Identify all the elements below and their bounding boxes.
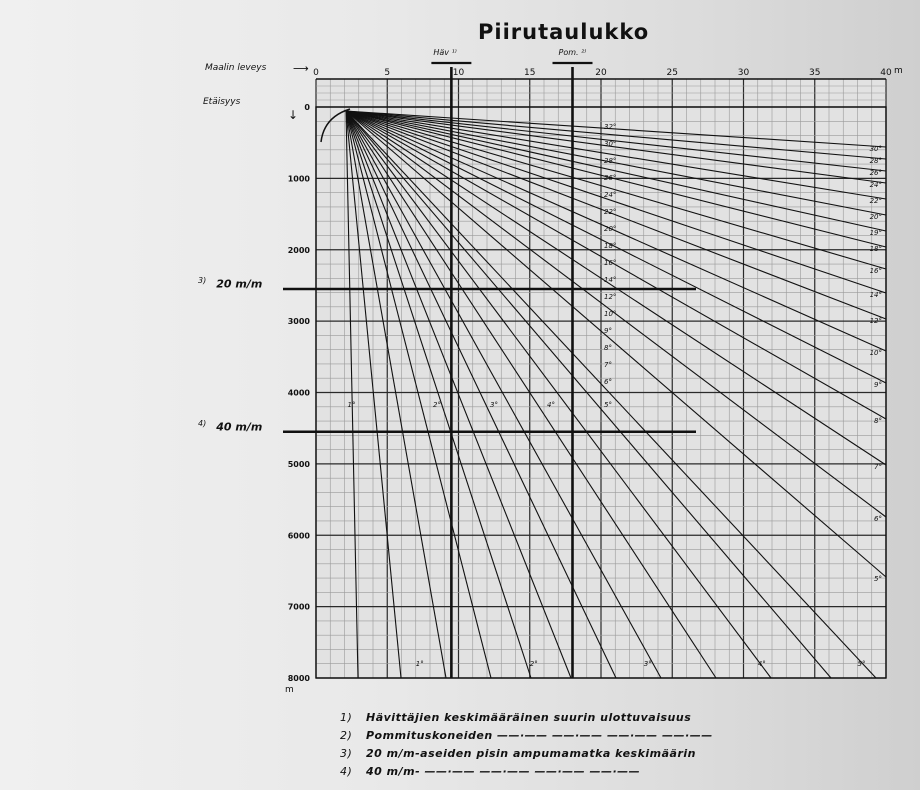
angle-label-mid: 20° (604, 225, 617, 233)
x-tick-label: 5 (384, 68, 391, 78)
x-unit-label: m (894, 66, 903, 76)
annotation-20mm-label: 20 m/m (216, 277, 263, 291)
angle-label-bottom: 5° (857, 660, 866, 668)
footnote-1-text: Hävittäjien keskimääräinen suurin ulottuvaisuus (366, 711, 692, 724)
angle-label-mid: 10° (604, 310, 617, 318)
footnote-2-num: 2) (340, 729, 353, 742)
angle-label-right: 16° (869, 267, 882, 275)
angle-label-mid: 32° (604, 123, 617, 131)
angle-label-row: 4° (547, 400, 555, 409)
footnote-1 (340, 711, 691, 724)
angle-label-right: 19° (869, 229, 882, 237)
marker-pom-label: Pom. ²⁾ (558, 48, 587, 57)
angle-label-right: 14° (869, 291, 882, 299)
angle-label-right: 9° (874, 381, 882, 389)
angle-label-row: 1° (347, 400, 356, 409)
footnote-3-num: 3) (340, 747, 353, 760)
x-tick-label: 15 (524, 68, 536, 78)
angle-label-bottom: 2° (529, 660, 538, 668)
angle-label-right: 30° (869, 145, 882, 153)
x-tick-label: 35 (809, 68, 821, 78)
angle-label-right: 20° (869, 213, 882, 221)
x-tick-label: 40 (880, 68, 892, 78)
y-tick-label: 2000 (287, 245, 310, 255)
x-axis-label: Maalin leveys (205, 63, 267, 73)
annotation-40mm-num: 4) (198, 419, 207, 428)
x-tick-label: 10 (452, 68, 465, 78)
footnote-2-text: Pommituskoneiden ——·—— ——·—— ——·—— ——·—— (366, 729, 713, 742)
x-tick-label: 20 (595, 68, 607, 78)
x-tick-label: 0 (313, 68, 319, 78)
footnote-2 (340, 729, 713, 742)
angle-label-mid: 26° (604, 174, 617, 182)
angle-label-row: 2° (433, 400, 441, 409)
x-tick-label: 25 (666, 68, 678, 78)
footnote-4 (340, 765, 640, 778)
angle-label-mid: 12° (604, 293, 617, 301)
footnote-3 (340, 747, 696, 760)
angle-label-right: 28° (869, 157, 882, 165)
angle-label-row: 5° (604, 400, 612, 409)
annotation-40mm-label: 40 m/m (216, 420, 263, 434)
y-tick-label: 1000 (287, 174, 310, 184)
angle-label-right: 6° (874, 515, 882, 523)
angle-label-right: 8° (874, 417, 882, 425)
marker-hav-label: Häv ¹⁾ (433, 48, 457, 57)
angle-label-mid: 22° (604, 208, 617, 216)
angle-label-mid: 7° (604, 361, 612, 369)
footnote-1-num: 1) (340, 711, 353, 724)
angle-label-mid: 16° (604, 259, 617, 267)
angle-label-bottom: 4° (757, 660, 766, 668)
angle-label-right: 7° (874, 463, 882, 471)
y-tick-label: 4000 (287, 388, 310, 398)
angle-label-right: 22° (869, 197, 882, 205)
footnote-3-text: 20 m/m-aseiden pisin ampumamatka keskimäärin (366, 747, 696, 760)
angle-label-mid: 8° (604, 344, 612, 352)
angle-label-right: 5° (874, 575, 882, 583)
angle-label-mid: 6° (604, 378, 612, 386)
angle-label-mid: 18° (604, 242, 617, 250)
y-tick-label: 3000 (287, 317, 310, 327)
arrow-down-icon: ↓ (288, 108, 299, 122)
angle-label-right: 12° (869, 317, 882, 325)
angle-label-mid: 9° (604, 327, 612, 335)
angle-label-bottom: 1° (415, 660, 424, 668)
angle-label-mid: 14° (604, 276, 617, 284)
y-axis-label: Etäisyys (203, 97, 241, 107)
grid (316, 79, 886, 678)
angle-label-right: 26° (869, 169, 882, 177)
footnote-4-num: 4) (340, 765, 353, 778)
y-tick-label: 7000 (287, 602, 310, 612)
chart-title: Piirutaulukko (478, 20, 650, 44)
y-tick-label: 6000 (287, 531, 310, 541)
angle-label-right: 18° (869, 245, 882, 253)
angle-label-mid: 30° (604, 140, 617, 148)
y-unit-label: m (285, 685, 294, 695)
y-tick-label: 8000 (287, 674, 310, 683)
x-tick-label: 30 (737, 68, 750, 78)
angle-label-right: 10° (869, 349, 882, 357)
footnote-4-text: 40 m/m- ——·—— ——·—— ——·—— ——·—— (366, 765, 641, 778)
annotation-20mm-num: 3) (198, 276, 207, 285)
y-tick-label: 5000 (287, 459, 310, 469)
y-tick-label: 0 (304, 103, 310, 112)
arrow-right-icon: ⟶ (293, 62, 309, 75)
angle-label-row: 3° (490, 400, 498, 409)
angle-label-mid: 28° (604, 157, 617, 165)
angle-label-bottom: 3° (643, 660, 652, 668)
angle-label-mid: 24° (604, 191, 617, 199)
angle-label-right: 24° (869, 181, 882, 189)
